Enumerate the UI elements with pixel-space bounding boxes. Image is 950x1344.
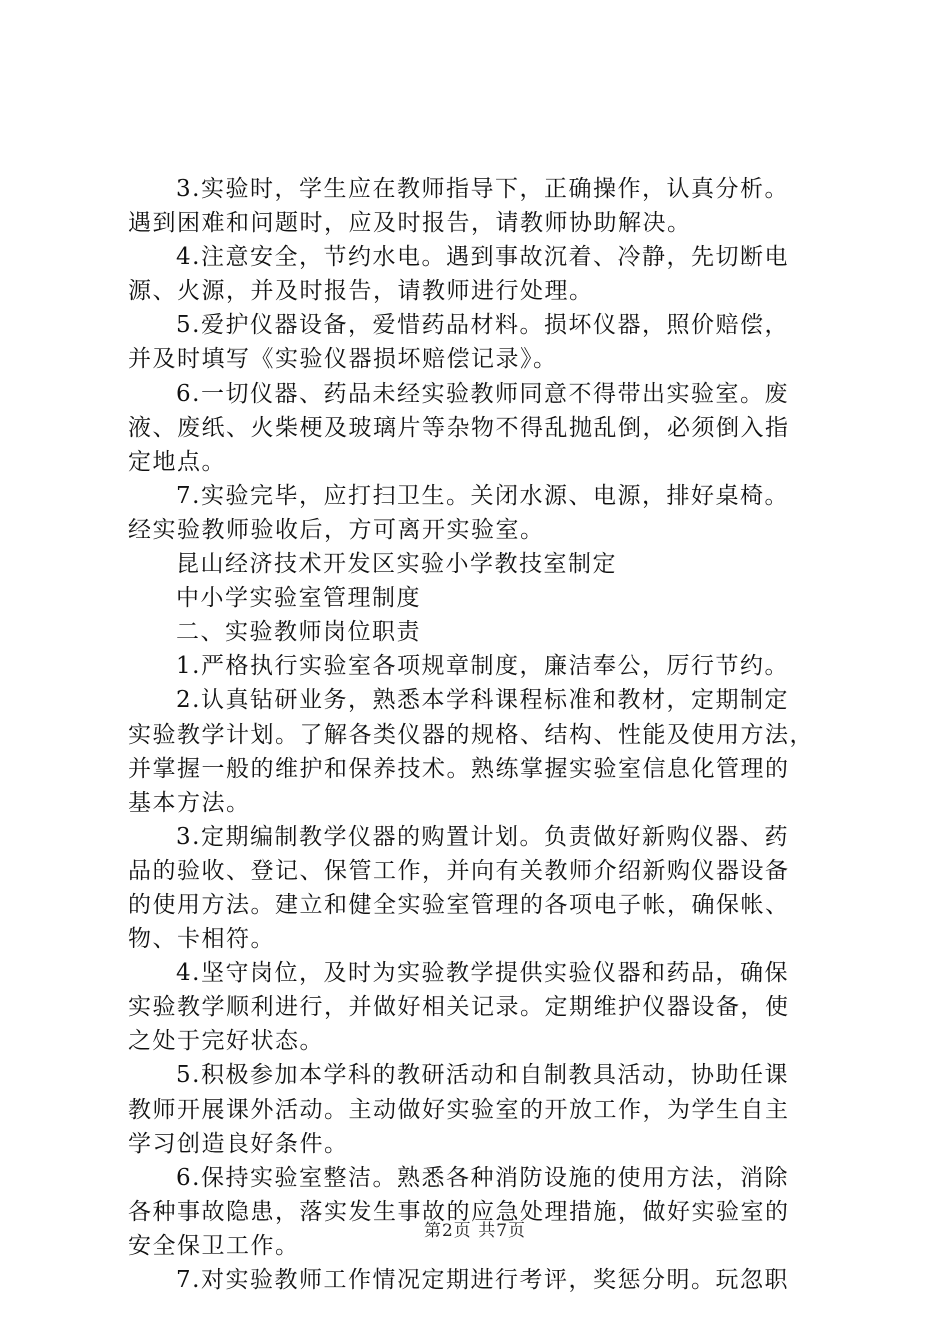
text-line: 的使用方法。建立和健全实验室管理的各项电子帐，确保帐、 [128,891,790,918]
text-line: 遇到困难和问题时，应及时报告，请教师协助解决。 [128,210,692,237]
page-number-footer: 第2页 共7页 [423,1221,527,1241]
text-line: 基本方法。 [128,789,251,816]
text-line: 实验教学顺利进行，并做好相关记录。定期维护仪器设备，使 [128,994,790,1021]
text-line: 4.注意安全，节约水电。遇到事故沉着、冷静，先切断电 [176,244,789,271]
text-line: 3.定期编制教学仪器的购置计划。负责做好新购仪器、药 [176,823,789,850]
text-line: 6.一切仪器、药品未经实验教师同意不得带出实验室。废 [176,380,789,407]
text-line: 7.实验完毕，应打扫卫生。关闭水源、电源，排好桌椅。 [176,482,789,509]
text-line: 5.积极参加本学科的教研活动和自制教具活动，协助任课 [176,1062,789,1089]
text-line: 品的验收、登记、保管工作，并向有关教师介绍新购仪器设备 [128,857,790,884]
text-line: 物、卡相符。 [128,926,275,953]
text-line: 学习创造良好条件。 [128,1130,349,1157]
text-line: 液、废纸、火柴梗及玻璃片等杂物不得乱抛乱倒，必须倒入指 [128,414,790,441]
text-line: 7.对实验教师工作情况定期进行考评，奖惩分明。玩忽职 [176,1267,789,1293]
text-line: 2.认真钻研业务，熟悉本学科课程标准和教材，定期制定 [176,687,789,714]
text-line: 并及时填写《实验仪器损坏赔偿记录》。 [128,346,558,373]
text-line: 各种事故隐患，落实发生事故的应急处理措施，做好实验室的 [128,1198,790,1225]
text-line: 之处于完好状态。 [128,1028,324,1055]
signature-line: 昆山经济技术开发区实验小学教技室制定 [176,551,617,578]
text-line: 安全保卫工作。 [128,1232,300,1259]
text-line: 4.坚守岗位，及时为实验教学提供实验仪器和药品，确保 [176,960,789,987]
document-body [128,172,832,1297]
text-line: 并掌握一般的维护和保养技术。熟练掌握实验室信息化管理的 [128,755,790,782]
section-heading: 二、实验教师岗位职责 [176,619,421,646]
text-line: 3.实验时，学生应在教师指导下，正确操作，认真分析。 [176,176,789,202]
text-line: 定地点。 [128,448,226,475]
text-line: 6.保持实验室整洁。熟悉各种消防设施的使用方法，消除 [176,1164,789,1191]
text-line: 实验教学计划。了解各类仪器的规格、结构、性能及使用方法， [128,721,814,748]
text-line: 1.严格执行实验室各项规章制度，廉洁奉公，厉行节约。 [176,653,789,680]
text-line: 经实验教师验收后，方可离开实验室。 [128,516,545,543]
text-line: 教师开展课外活动。主动做好实验室的开放工作，为学生自主 [128,1096,790,1123]
text-line: 源、火源，并及时报告，请教师进行处理。 [128,278,594,305]
section-title: 中小学实验室管理制度 [176,585,421,612]
text-line: 5.爱护仪器设备，爱惜药品材料。损坏仪器，照价赔偿， [176,312,789,339]
